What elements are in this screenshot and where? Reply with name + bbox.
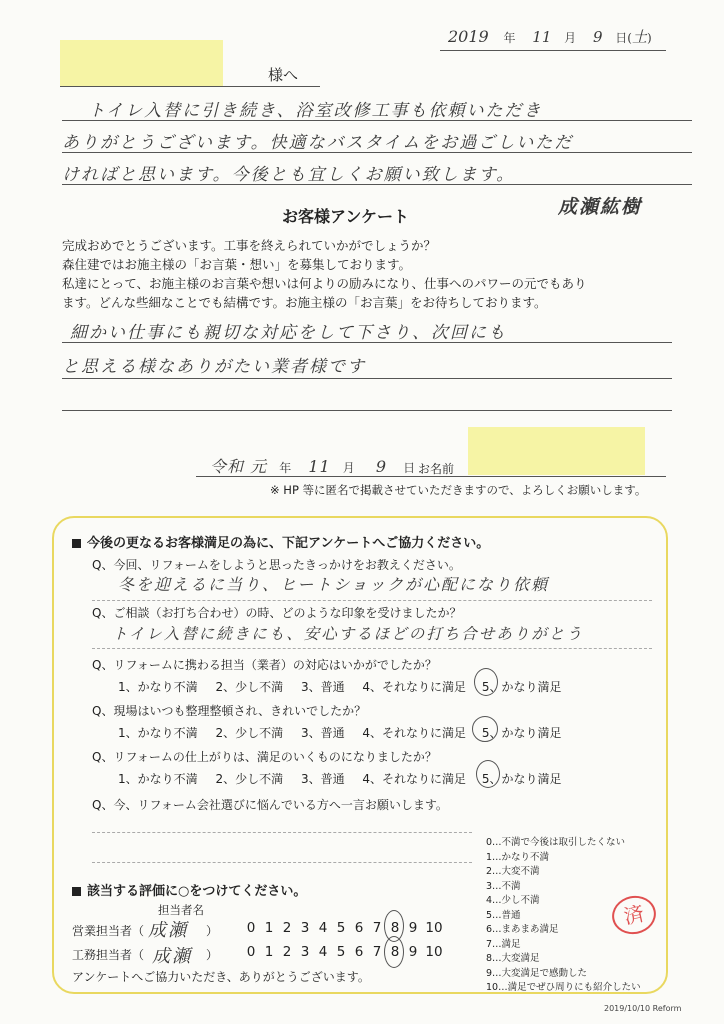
- redacted-recipient-name: [60, 40, 223, 86]
- q4-option-5[interactable]: 5、かなり満足: [481, 726, 562, 740]
- legend-item: 1…かなり不満: [486, 851, 550, 863]
- words-rule-2: [62, 378, 672, 379]
- scale-10[interactable]: 10: [425, 920, 443, 936]
- survey-intro-3: 私達にとって、お施主様のお言葉や想いは何よりの励みになり、仕事へのパワーの元でもあり: [62, 276, 587, 291]
- square-bullet-icon: [72, 539, 81, 548]
- question-4: Q、現場はいつも整理整頓され、きれいでしたか？: [92, 704, 367, 718]
- survey-intro-2: 森住建ではお施主様の「お言葉・想い」を募集しております。: [62, 257, 412, 272]
- scale-0[interactable]: 0: [246, 920, 256, 936]
- q5-option-4[interactable]: 4、それなりに満足: [362, 772, 467, 786]
- scale-4[interactable]: 4: [318, 920, 328, 936]
- legend-item: 8…大変満足: [486, 953, 540, 964]
- legend-item: 0…不満で今後は取引したくない: [486, 837, 626, 848]
- q4-option-2[interactable]: 2、少し不満: [215, 726, 284, 740]
- legend-item: 7…満足: [486, 938, 521, 950]
- name-label: お名前: [418, 462, 455, 476]
- works-selected-circle: [384, 936, 404, 968]
- scale-10[interactable]: 10: [425, 944, 443, 960]
- works-close: ）: [206, 948, 219, 962]
- survey-date-day-suffix: 日: [403, 461, 417, 475]
- date-underline: [440, 50, 666, 51]
- q3-option-2[interactable]: 2、少し不満: [215, 680, 284, 694]
- q3-option-5[interactable]: 5、かなり満足: [481, 680, 562, 694]
- survey-date-month-suffix: 月: [342, 461, 356, 475]
- survey-date-day: 9: [375, 457, 388, 476]
- survey-date-year: 元: [250, 457, 268, 476]
- scale-9[interactable]: 9: [408, 920, 418, 936]
- survey-date-year-suffix: 年: [279, 461, 293, 475]
- q5-option-1[interactable]: 1、かなり不満: [118, 772, 198, 786]
- date-month-suffix: 月: [564, 31, 577, 45]
- legend-item: 10…満足でぜひ周りにも紹介したい: [486, 982, 641, 993]
- survey-title: お客様アンケート: [282, 207, 410, 226]
- q3-selected-circle: [474, 668, 498, 696]
- answer-1-rule: [92, 600, 652, 601]
- scale-2[interactable]: 2: [282, 944, 292, 960]
- scale-1[interactable]: 1: [264, 920, 274, 936]
- question-5: Q、リフォームの仕上がりは、満足のいくものになりましたか？: [92, 750, 437, 764]
- q5-selected-circle: [476, 760, 500, 788]
- q3-option-3[interactable]: 3、普通: [300, 680, 345, 694]
- legend-item: 5…普通: [486, 909, 521, 921]
- sales-close: ）: [206, 924, 219, 938]
- q4-selected-circle: [472, 716, 498, 742]
- sales-scale: [242, 920, 446, 936]
- question-6: Q、今、リフォーム会社選びに悩んでいる方へ一言お願いします。: [92, 798, 448, 812]
- date-month: 11: [532, 28, 552, 46]
- q5-option-5[interactable]: 5、かなり満足: [481, 772, 562, 786]
- answer-2: トイレ入替に続きにも、安心するほどの打ち合せありがとう: [112, 625, 584, 643]
- date-weekday: 土: [631, 28, 647, 46]
- question-2: Q、ご相談（お打ち合わせ）の時、どのような印象を受けましたか？: [92, 606, 462, 620]
- footer-version: 2019/10/10 Reform: [604, 1004, 682, 1013]
- date-name-underline: [196, 476, 666, 477]
- scale-8[interactable]: 8: [390, 920, 400, 936]
- survey-date: [210, 454, 416, 477]
- legend-item: 4…少し不満: [486, 895, 540, 906]
- customer-words-line-2: と思える様なありがたい業者様です: [62, 357, 366, 377]
- scale-4[interactable]: 4: [318, 944, 328, 960]
- date-year-suffix: 年: [503, 31, 516, 45]
- q4-option-4[interactable]: 4、それなりに満足: [362, 726, 467, 740]
- sales-label: 営業担当者（: [72, 924, 145, 938]
- scale-5[interactable]: 5: [336, 944, 346, 960]
- square-bullet-icon: [72, 887, 81, 896]
- message-rule-2: [62, 152, 692, 153]
- rating-heading-text: 該当する評価に○をつけてください。: [87, 884, 307, 899]
- rating-heading: [72, 880, 306, 899]
- message-rule-3: [62, 184, 692, 185]
- q6-rule-1: [92, 832, 472, 833]
- scale-3[interactable]: 3: [300, 944, 310, 960]
- sales-row: [72, 922, 144, 939]
- salutation-underline: [60, 86, 320, 87]
- questionnaire-heading: [72, 532, 489, 551]
- company-signature: 成瀬紘樹: [558, 196, 643, 218]
- questionnaire-heading-text: 今後の更なるお客様満足の為に、下記アンケートへご協力ください。: [87, 536, 490, 551]
- scale-0[interactable]: 0: [246, 944, 256, 960]
- question-3: Q、リフォームに携わる担当（業者）の対応はいかがでしたか？: [92, 658, 437, 672]
- redacted-customer-name: [468, 427, 645, 475]
- date-day-suffix: 日(: [615, 31, 632, 45]
- q3-option-4[interactable]: 4、それなりに満足: [362, 680, 467, 694]
- survey-date-month: 11: [308, 457, 331, 476]
- q6-rule-2: [92, 862, 472, 863]
- stamp-text: 済: [621, 901, 647, 929]
- scale-6[interactable]: 6: [354, 920, 364, 936]
- q3-option-1[interactable]: 1、かなり不満: [118, 680, 198, 694]
- company-message-line-2: ありがとうございます。快適なバスタイムをお過ごしいただ: [62, 133, 574, 153]
- survey-intro-4: ます。どんな些細なことでも結構です。お施主様の「お言葉」をお待ちしております。: [62, 295, 547, 310]
- legend-item: 6…まあまあ満足: [486, 924, 559, 935]
- question-1: Q、今回、リフォームをしようと思ったきっかけをお教えください。: [92, 558, 461, 572]
- scale-6[interactable]: 6: [354, 944, 364, 960]
- salutation: 様へ: [268, 66, 299, 84]
- scale-7[interactable]: 7: [372, 920, 382, 936]
- works-scale: [242, 944, 446, 960]
- date-day: 9: [592, 28, 603, 46]
- q4-option-1[interactable]: 1、かなり不満: [118, 726, 198, 740]
- date-header: [448, 26, 652, 47]
- q5-option-3[interactable]: 3、普通: [300, 772, 345, 786]
- scale-7[interactable]: 7: [372, 944, 382, 960]
- legend-item: 2…大変不満: [486, 866, 540, 877]
- company-message-line-1: トイレ入替に引き続き、浴室改修工事も依頼いただき: [88, 101, 543, 121]
- company-message-line-3: ければと思います。今後とも宜しくお願い致します。: [62, 165, 516, 185]
- works-row: [72, 946, 144, 963]
- message-rule-1: [62, 120, 692, 121]
- words-rule-1: [62, 342, 672, 343]
- date-weekday-close: ): [647, 31, 652, 45]
- q4-option-3[interactable]: 3、普通: [300, 726, 345, 740]
- date-year: 2019: [448, 27, 489, 46]
- scale-9[interactable]: 9: [408, 944, 418, 960]
- scale-5[interactable]: 5: [336, 920, 346, 936]
- scale-8[interactable]: 8: [390, 944, 400, 960]
- legend-item: 9…大変満足で感動した: [486, 967, 588, 979]
- survey-intro-1: 完成おめでとうございます。工事を終えられていかがでしょうか？: [62, 238, 437, 253]
- thanks-text: アンケートへご協力いただき、ありがとうございます。: [72, 970, 370, 984]
- anonymity-notice: ※ HP 等に匿名で掲載させていただきますので、よろしくお願いします。: [270, 483, 647, 497]
- scale-2[interactable]: 2: [282, 920, 292, 936]
- sales-name: 成瀬: [148, 920, 188, 941]
- works-name: 成瀬: [152, 946, 192, 967]
- words-rule-3: [62, 410, 672, 411]
- legend-item: 3…不満: [486, 880, 521, 892]
- survey-date-era: 令和: [210, 457, 245, 476]
- scale-3[interactable]: 3: [300, 920, 310, 936]
- works-label: 工務担当者（: [72, 948, 145, 962]
- answer-2-rule: [92, 648, 652, 649]
- scale-1[interactable]: 1: [264, 944, 274, 960]
- q5-option-2[interactable]: 2、少し不満: [215, 772, 284, 786]
- customer-words-line-1: 細かい仕事にも親切な対応をして下さり、次回にも: [70, 323, 507, 343]
- staff-name-header: 担当者名: [158, 903, 204, 917]
- answer-1: 冬を迎えるに当り、ヒートショックが心配になり依頼: [118, 575, 550, 594]
